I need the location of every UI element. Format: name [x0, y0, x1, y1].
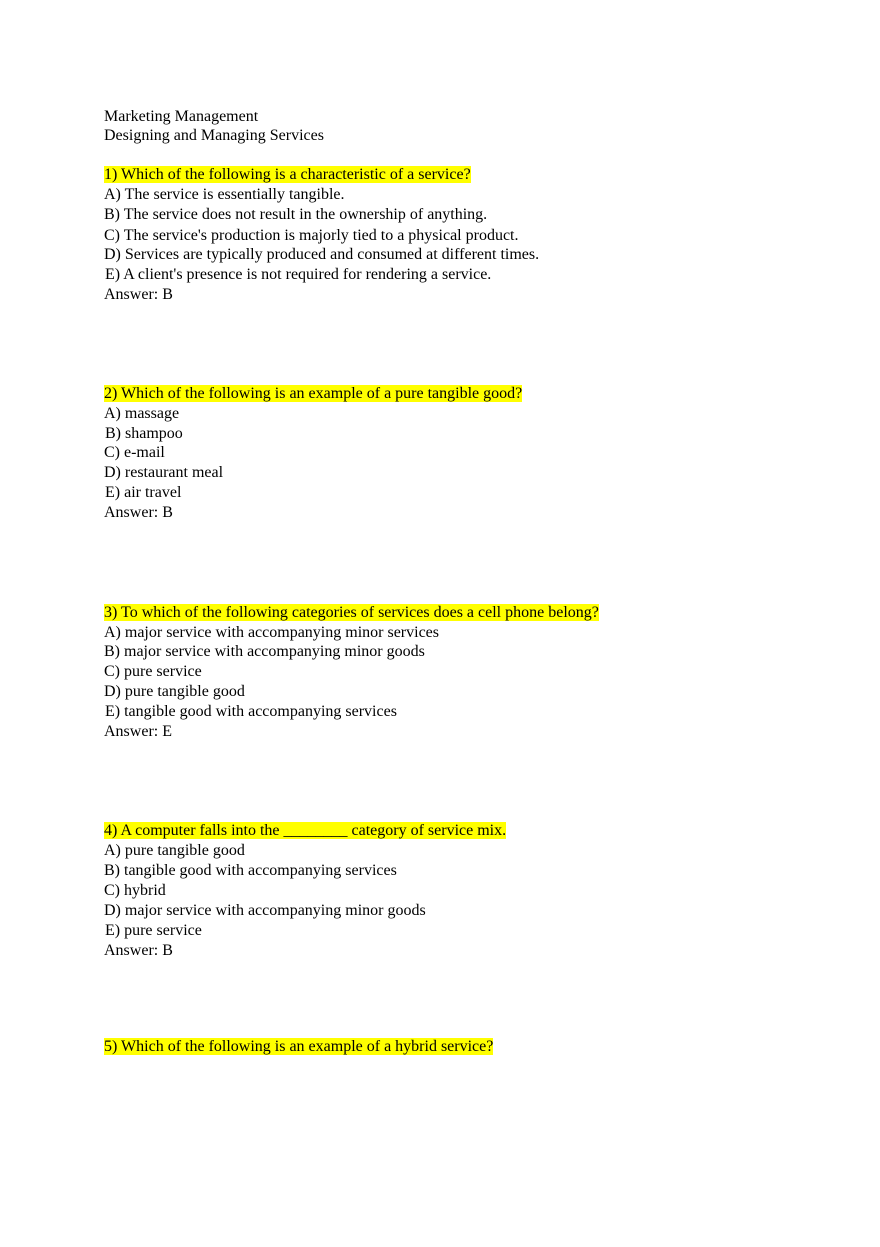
question-4-option-a: A) pure tangible good	[104, 842, 245, 859]
question-3-option-e: E) tangible good with accompanying services	[105, 703, 397, 720]
question-5	[104, 1037, 493, 1057]
question-3-option-d: D) pure tangible good	[104, 683, 245, 700]
question-2-answer: Answer: B	[104, 504, 173, 521]
question-1-text: 1) Which of the following is a characteristic of a service?	[104, 166, 471, 183]
question-4-option-e: E) pure service	[105, 922, 202, 939]
question-2-option-d: D) restaurant meal	[104, 464, 224, 481]
chapter-title: Designing and Managing Services	[104, 127, 324, 144]
question-2-option-b: B) shampoo	[105, 425, 183, 442]
question-2-option-e: E) air travel	[105, 484, 182, 501]
question-1-option-c: C) The service's production is majorly tied to a physical product.	[104, 227, 519, 244]
question-3-text: 3) To which of the following categories of services does a cell phone belong?	[104, 604, 599, 621]
question-1-option-a: A) The service is essentially tangible.	[104, 186, 345, 203]
question-1-answer: Answer: B	[104, 286, 173, 303]
question-4-answer: Answer: B	[104, 942, 173, 959]
question-2-option-c: C) e-mail	[104, 444, 165, 461]
question-4-text: 4) A computer falls into the ________ category of service mix.	[104, 822, 507, 839]
question-3-option-b: B) major service with accompanying minor goods	[104, 643, 425, 660]
question-4-option-c: C) hybrid	[104, 882, 166, 899]
question-2-option-a: A) massage	[104, 405, 180, 422]
question-2	[104, 384, 522, 404]
question-2-text: 2) Which of the following is an example of a pure tangible good?	[104, 385, 523, 402]
course-title: Marketing Management	[104, 108, 259, 125]
question-1-option-e: E) A client's presence is not required for rendering a service.	[105, 266, 492, 283]
question-3	[104, 603, 599, 623]
question-3-option-c: C) pure service	[104, 663, 202, 680]
question-1-option-d: D) Services are typically produced and consumed at different times.	[104, 246, 540, 263]
question-1	[104, 165, 471, 185]
question-4-option-b: B) tangible good with accompanying services	[104, 862, 397, 879]
question-3-option-a: A) major service with accompanying minor services	[104, 624, 439, 641]
question-4	[104, 821, 506, 841]
question-4-option-d: D) major service with accompanying minor goods	[104, 902, 426, 919]
question-3-answer: Answer: E	[104, 723, 172, 740]
question-5-text: 5) Which of the following is an example of a hybrid service?	[104, 1038, 494, 1055]
question-1-option-b: B) The service does not result in the ownership of anything.	[104, 206, 488, 223]
